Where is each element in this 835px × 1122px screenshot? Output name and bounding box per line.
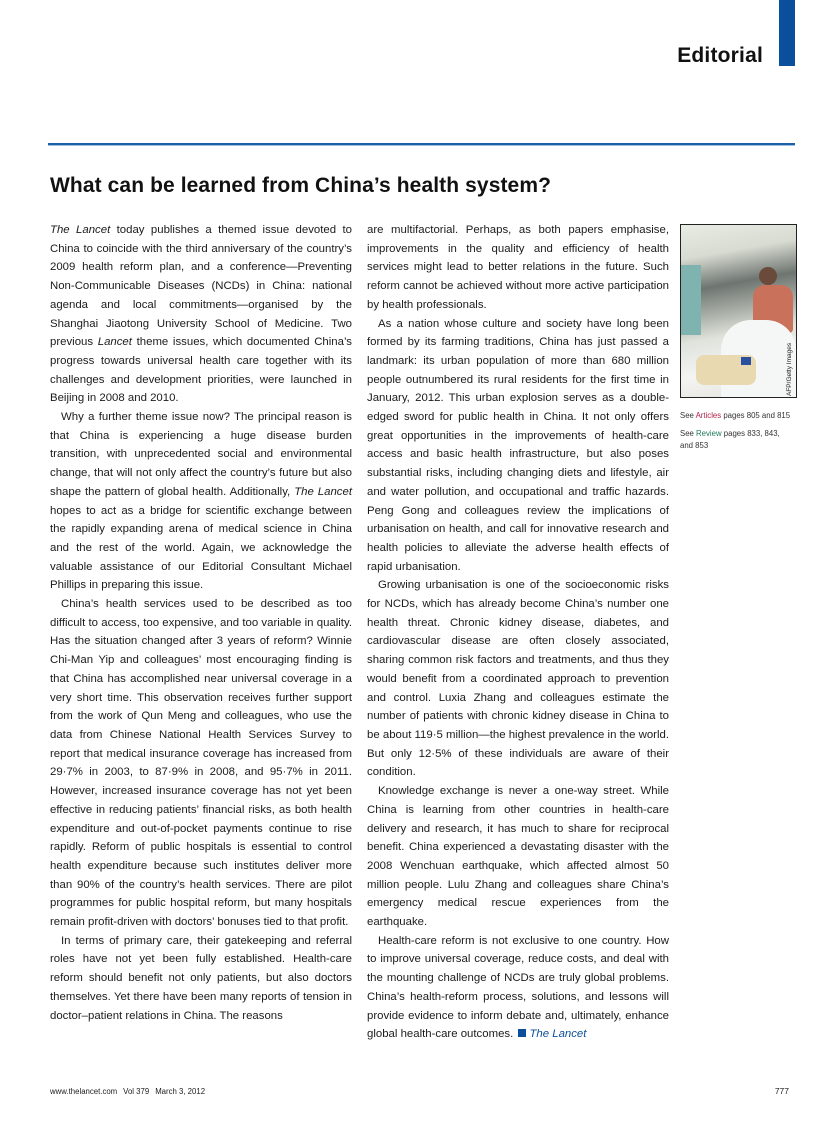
page-number: 777 bbox=[774, 1086, 789, 1096]
paragraph: Why a further theme issue now? The principal reason is that China is experiencing a huge disease burden transition, with unprecedented social and environmental change, that will not only affect the country’s future but also shape the pattern of global health. Additionally, The Lancet hopes to act as a bridge for scientific exchange between the rapidly expanding arena of medical science in China and the rest of the world. Again, we acknowledge the valuable assistance of our Editorial Consultant Michael Phillips in preparing this issue. bbox=[50, 411, 353, 592]
see-articles-note: See Articles pages 805 and 815 bbox=[680, 411, 791, 420]
footer-citation bbox=[50, 1087, 211, 1096]
photo-credit: AFP/Getty Images bbox=[786, 342, 793, 396]
footer-date: March 3, 2012 bbox=[155, 1087, 206, 1096]
footer-site-link[interactable]: www.thelancet.com bbox=[50, 1087, 118, 1096]
journal-name: The Lancet bbox=[50, 224, 111, 236]
see-review-note: See Review pages 833, 843, and 853 bbox=[680, 429, 780, 450]
article-column-left bbox=[50, 221, 352, 1025]
footer-volume: Vol 379 bbox=[123, 1087, 150, 1096]
hospital-photo bbox=[680, 224, 797, 398]
header-rule bbox=[48, 143, 795, 146]
paragraph: Growing urbanisation is one of the socioeconomic risks for NCDs, which has already become China’s number one health threat. Chronic kidney disease, diabetes, and cardiovascular disease are often closely associated, sharing common risk factors and treatments, and thus they would benefit from a coordinated approach to prevention and control. Luxia Zhang and colleagues estimate the number of patients with chronic kidney disease in China to be about 119·5 million—the highest prevalence in the world. But only 12·5% of these individuals are aware of their condition. bbox=[367, 579, 669, 779]
article-title: What can be learned from China’s health system? bbox=[50, 174, 552, 197]
paragraph: China’s health services used to be described as too difficult to access, too expensive, and too variable in quality. Has the situation changed after 3 years of reform? Winnie Chi-Man Yip and colleagues’ most encouraging finding is that China has accomplished near universal coverage in a very short time. This observation receives further support from the work of Qun Meng and colleagues, who use the data from Chinese National Health Services Survey to report that medical insurance coverage has increased from 29·7% in 2003, to 87·9% in 2008, and 95·7% in 2011. However, increased insurance coverage has not yet been effective in reducing patients’ financial risks, as both health expenditure and out-of-pocket payments continue to rise rapidly. Reform of public hospitals is essential to control health expenditure because such institutes deliver more than 90% of the country’s health services. There are pilot programmes for public hospital reform, but many hospitals remain profit-driven with doctors’ bonuses tied to that profit. bbox=[50, 598, 352, 929]
paragraph: Knowledge exchange is never a one-way street. While China is learning from other countries in health-care delivery and research, it has much to share for reciprocal benefit. China experienced a devastating disaster with the 2008 Wenchuan earthquake, which affected almost 50 million people. Lulu Zhang and colleagues share China’s emergency medical rescue experiences from the earthquake. bbox=[367, 785, 669, 929]
paragraph: As a nation whose culture and society have long been formed by its farming traditions, China has just passed a landmark: its urban population of more than 680 million people outnumbered its rural residents for the first time in January, 2012. This urban explosion serves as a double-edged sword for public health in China. It not only offers great opportunities in the improvements of health-care access and basic health infrastructure, but also poses substantial risks, including changing diets and lifestyle, air and water pollution, and occupational and traffic hazards. Peng Gong and colleagues review the implications of urbanisation on health, and call for innovative research and health policies to alleviate the adverse health effects of rapid urbanisation. bbox=[367, 317, 669, 573]
article-column-middle bbox=[367, 221, 669, 1044]
paragraph: The Lancet today publishes a themed issue devoted to China to coincide with the third anniversary of the country’s 2009 health reform plan, and a conference—Preventing Non-Communicable Diseases (NCDs) in China: national agenda and local commitments—organised by the Shanghai Jiaotong University School of Medicine. Two previous Lancet theme issues, which documented China’s progress towards universal health care together with its challenges and development priorities, were launched in Beijing in 2008 and 2010. bbox=[50, 224, 352, 405]
paragraph: are multifactorial. Perhaps, as both papers emphasise, improvements in the quality and efficiency of health services might lead to better relations in the future. Such reform cannot be achieved without more active participation by health professionals. bbox=[367, 224, 669, 311]
article-signature: The Lancet bbox=[529, 1028, 587, 1041]
section-label: Editorial bbox=[677, 44, 763, 67]
paragraph: Health-care reform is not exclusive to one country. How to improve universal coverage, reduce costs, and deal with the mounting challenge of NCDs are truly global problems. China’s health-reform process, solutions, and lessons will provide evidence to inform debate and, ultimately, enhance global health-care outcomes. The Lancet bbox=[367, 934, 669, 1041]
end-of-article-square-icon bbox=[518, 1029, 526, 1037]
articles-link[interactable]: Articles bbox=[695, 411, 722, 420]
section-color-bar bbox=[779, 0, 795, 66]
review-link[interactable]: Review bbox=[696, 429, 722, 438]
paragraph: In terms of primary care, their gatekeeping and referral roles have not yet been fully established. Health-care reform should benefit not only patients, but also doctors themselves. Yet there have been many reports of tension in doctor–patient relations in China. The reasons bbox=[50, 934, 352, 1022]
